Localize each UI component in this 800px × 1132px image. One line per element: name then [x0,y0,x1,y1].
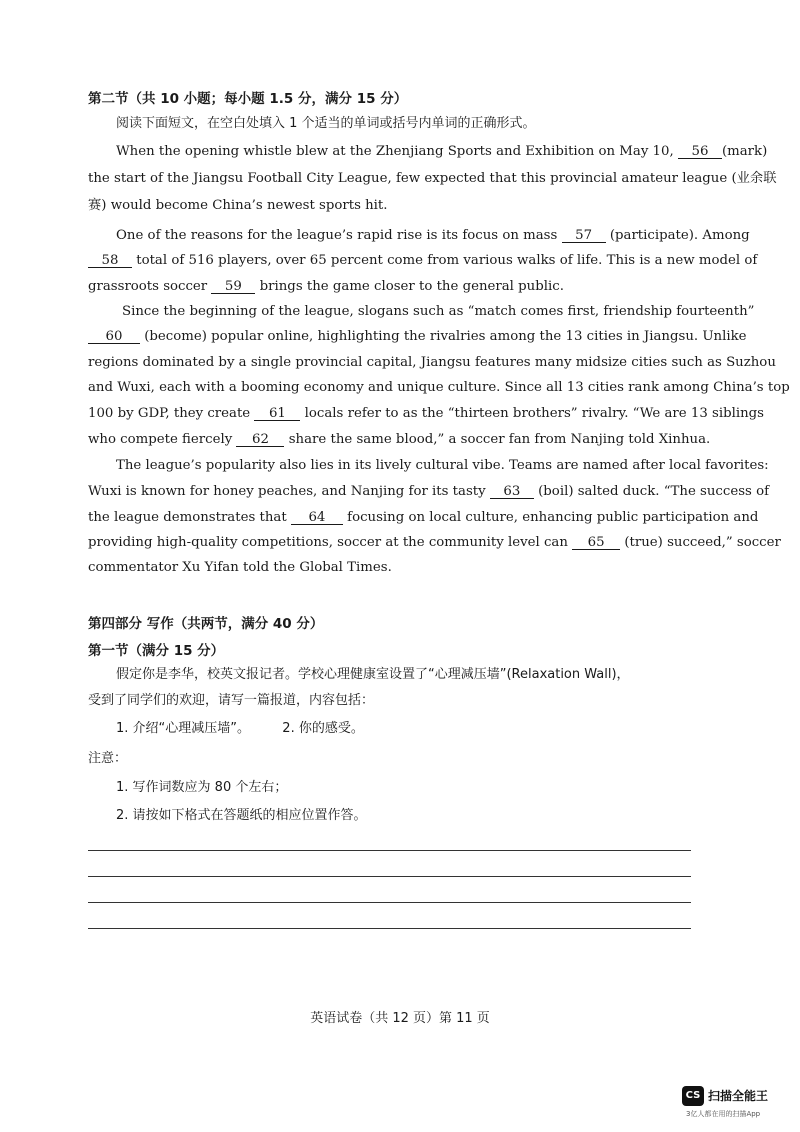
blank-58[interactable]: 58 [88,254,132,268]
watermark-name: 扫描全能王 [708,1089,769,1103]
blank-62[interactable]: 62 [236,433,284,447]
answer-line[interactable] [88,902,691,903]
passage-line: Since the beginning of the league, slogans such as “match comes first, friendship fourteenth” [122,304,755,319]
blank-63[interactable]: 63 [490,485,534,499]
instruction: 阅读下面短文，在空白处填入 1 个适当的单词或括号内单词的正确形式。 [116,116,536,131]
scanner-watermark [682,1083,790,1123]
passage-line: 58 total of 516 players, over 65 percent come from various walks of life. This is a new model of [88,254,693,268]
answer-line[interactable] [88,876,691,877]
passage-line: 赛) would become China’s newest sports hit. [88,198,388,213]
passage-line: providing high-quality competitions, soccer at the community level can 65 (true) succeed,” soccer [88,535,781,550]
passage-line: grassroots soccer 59 brings the game closer to the general public. [88,279,564,294]
blank-64[interactable]: 64 [291,511,343,525]
writing-prompt: 受到了同学们的欢迎，请写一篇报道，内容包括： [88,693,375,708]
prompt-point-2: 2. 你的感受。 [282,721,364,736]
section-heading: 第二节（共 10 小题；每小题 1.5 分，满分 15 分） [88,91,408,107]
sub-heading: 第一节（满分 15 分） [88,643,225,659]
note-item: 1. 写作词数应为 80 个左右； [116,780,288,795]
passage-line: One of the reasons for the league’s rapid rise is its focus on mass 57 (participate). Among [116,228,750,243]
blank-59[interactable]: 59 [211,280,255,294]
answer-line[interactable] [88,850,691,851]
part-heading: 第四部分 写作（共两节，满分 40 分） [88,616,324,632]
passage-line: and Wuxi, each with a booming economy and unique culture. Since all 13 cities rank among China’s top [88,380,790,395]
blank-60[interactable]: 60 [88,330,140,344]
writing-prompt: 假定你是李华，校英文报记者。学校心理健康室设置了“心理减压墙”(Relaxation Wall)， [116,667,630,682]
blank-61[interactable]: 61 [254,407,300,421]
passage-line: When the opening whistle blew at the Zhenjiang Sports and Exhibition on May 10, 56 (mark) [116,144,768,159]
answer-line[interactable] [88,928,691,929]
page-footer: 英语试卷（共 12 页）第 11 页 [310,1011,490,1026]
note-item: 2. 请按如下格式在答题纸的相应位置作答。 [116,808,367,823]
prompt-points [116,722,693,735]
passage-line: Wuxi is known for honey peaches, and Nanjing for its tasty 63 (boil) salted duck. “The success of [88,484,769,499]
passage-line: the league demonstrates that 64 focusing on local culture, enhancing public participation and [88,510,759,525]
passage-line: who compete fiercely 62 share the same blood,” a soccer fan from Nanjing told Xinhua. [88,432,711,447]
passage-line: 60 (become) popular online, highlighting the rivalries among the 13 cities in Jiangsu. Unlike [88,330,693,344]
passage-line: commentator Xu Yifan told the Global Times. [88,560,392,575]
passage-line: 100 by GDP, they create 61 locals refer to as the “thirteen brothers” rivalry. “We are 13 siblings [88,406,765,421]
camscanner-logo-icon: CS [682,1086,704,1106]
prompt-point-1: 1. 介绍“心理减压墙”。 [116,721,251,736]
blank-57[interactable]: 57 [562,229,606,243]
passage-line: regions dominated by a single provincial capital, Jiangsu features many midsize cities such as Suzhou [88,355,776,370]
note-label: 注意： [88,751,128,766]
watermark-slogan: 3亿人都在用的扫描App [686,1110,761,1118]
passage-line: The league’s popularity also lies in its lively cultural vibe. Teams are named after local favorites: [116,458,769,473]
blank-65[interactable]: 65 [572,536,620,550]
blank-56[interactable]: 56 [678,145,722,159]
passage-line: the start of the Jiangsu Football City League, few expected that this provincial amateur league (业余联 [88,171,777,186]
